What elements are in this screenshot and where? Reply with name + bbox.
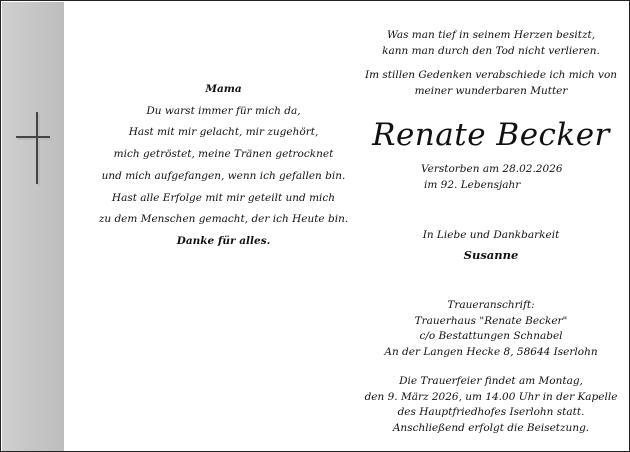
side-strip — [2, 2, 64, 451]
quote-line: Was man tief in seinem Herzen besitzt, — [386, 29, 596, 41]
quote-line: kann man durch den Tod nicht verlieren. — [382, 44, 600, 57]
poem — [96, 79, 351, 253]
poem-line: Hast alle Erfolge mit mir geteilt und mich — [111, 191, 336, 204]
address-line: Trauerhaus "Renate Becker" — [414, 314, 568, 327]
age: im 92. Lebensjahr — [424, 178, 521, 191]
mourner-name: Susanne — [463, 248, 519, 262]
poem-line: Hast mit mir gelacht, mir zugehört, — [128, 126, 319, 139]
poem-closing: Danke für alles. — [176, 234, 271, 247]
poem-line: mich getröstet, meine Tränen getrocknet — [113, 148, 334, 161]
intro-line: meiner wunderbaren Mutter — [414, 84, 568, 97]
address-label: Traueranschrift: — [447, 299, 535, 311]
ceremony-line: Anschließend erfolgt die Beisetzung. — [392, 421, 590, 434]
mourners-phrase: In Liebe und Dankbarkeit — [422, 229, 560, 241]
address-line: An der Langen Hecke 8, 58644 Iserlohn — [384, 345, 598, 358]
quote — [356, 28, 626, 59]
poem-title: Mama — [205, 83, 242, 95]
intro — [356, 68, 626, 99]
cross-icon — [15, 111, 55, 187]
intro-line: Im stillen Gedenken verabschiede ich mich von — [364, 69, 618, 81]
ceremony-line: Die Trauerfeier findet am Montag, — [399, 375, 583, 387]
poem-line: zu dem Menschen gemacht, der ich Heute bin. — [98, 213, 349, 226]
death-info — [421, 162, 563, 193]
ceremony-line: des Hauptfriedhofes Iserlohn statt. — [397, 406, 585, 418]
death-date: Verstorben am 28.02.2026 — [421, 163, 563, 175]
address-line: c/o Bestattungen Schnabel — [419, 330, 563, 342]
poem-line: und mich aufgefangen, wenn ich gefallen bin. — [101, 169, 346, 182]
poem-line: Du warst immer für mich da, — [146, 104, 301, 117]
deceased-name: Renate Becker — [372, 117, 610, 153]
ceremony-line: den 9. März 2026, um 14.00 Uhr in der Kapelle — [364, 390, 618, 403]
address — [356, 298, 626, 360]
ceremony — [356, 374, 626, 436]
